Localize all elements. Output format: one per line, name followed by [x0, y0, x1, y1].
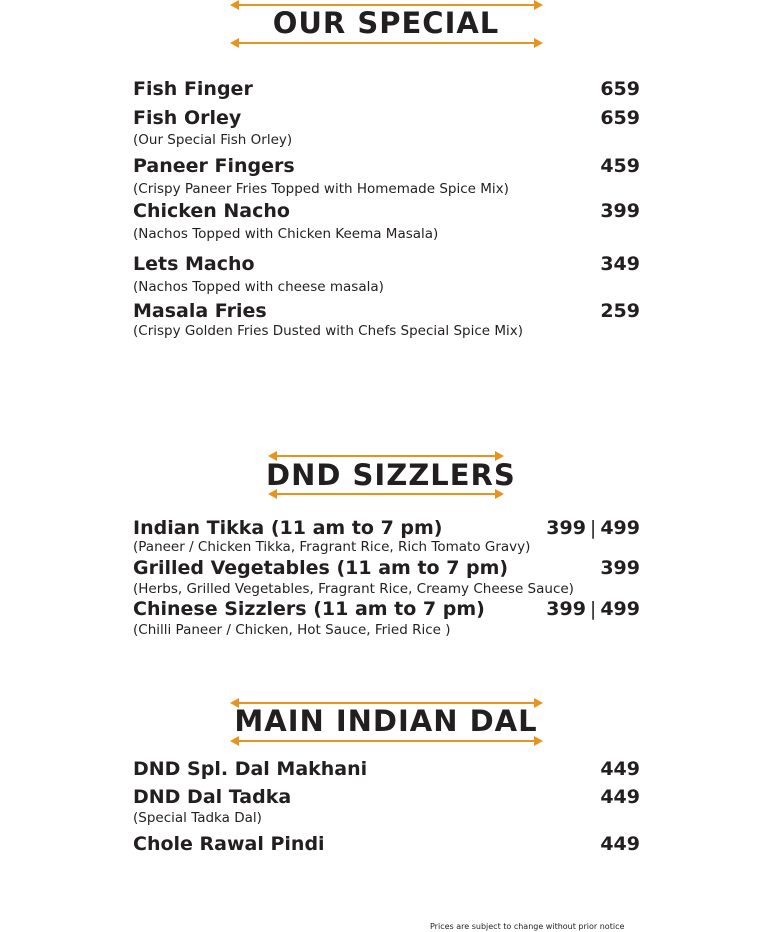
menu-item-price: 349 — [600, 253, 640, 275]
menu-item-price: 659 — [600, 107, 640, 129]
price-regular: 399 — [546, 598, 586, 620]
menu-item-description: (Our Special Fish Orley) — [133, 132, 293, 148]
menu-item-description: (Nachos Topped with cheese masala) — [133, 279, 384, 295]
arrow-divider-bottom — [237, 42, 536, 44]
menu-item-name: DND Spl. Dal Makhani — [133, 758, 368, 780]
menu-item-price: 449 — [600, 758, 640, 780]
section-title: DND SIZZLERS — [266, 458, 516, 492]
menu-item-description: (Chilli Paneer / Chicken, Hot Sauce, Fried Rice ) — [133, 622, 451, 638]
menu-item-price — [546, 598, 640, 620]
price-separator: | — [589, 598, 597, 620]
menu-item-price: 399 — [600, 557, 640, 579]
menu-item-name: Fish Finger — [133, 78, 253, 100]
menu-item-description: (Nachos Topped with Chicken Keema Masala) — [133, 226, 439, 242]
price-large: 499 — [600, 598, 640, 620]
menu-item-description: (Special Tadka Dal) — [133, 810, 262, 826]
price-disclaimer: Prices are subject to change without prior notice — [430, 922, 625, 931]
menu-item-description: (Herbs, Grilled Vegetables, Fragrant Rice, Creamy Cheese Sauce) — [133, 581, 574, 597]
menu-item-name: DND Dal Tadka — [133, 786, 292, 808]
menu-item-name: Grilled Vegetables (11 am to 7 pm) — [133, 557, 509, 579]
menu-item-name: Chole Rawal Pindi — [133, 833, 325, 855]
menu-item-price: 399 — [600, 200, 640, 222]
menu-item-price: 459 — [600, 155, 640, 177]
menu-item-price: 449 — [600, 833, 640, 855]
price-large: 499 — [600, 517, 640, 539]
menu-item-name: Chicken Nacho — [133, 200, 290, 222]
price-regular: 399 — [546, 517, 586, 539]
menu-item-description: (Paneer / Chicken Tikka, Fragrant Rice, Rich Tomato Gravy) — [133, 539, 531, 555]
menu-item-name: Indian Tikka (11 am to 7 pm) — [133, 517, 443, 539]
menu-item-name: Chinese Sizzlers (11 am to 7 pm) — [133, 598, 485, 620]
section-title: MAIN INDIAN DAL — [234, 704, 538, 738]
menu-item-price: 659 — [600, 78, 640, 100]
menu-item-name: Fish Orley — [133, 107, 242, 129]
price-separator: | — [589, 517, 597, 539]
menu-item-name: Lets Macho — [133, 253, 255, 275]
arrow-divider-top — [275, 455, 497, 457]
menu-item-description: (Crispy Golden Fries Dusted with Chefs Special Spice Mix) — [133, 323, 524, 339]
menu-item-price: 449 — [600, 786, 640, 808]
arrow-divider-bottom — [275, 493, 497, 495]
arrow-divider-bottom — [237, 740, 536, 742]
menu-item-description: (Crispy Paneer Fries Topped with Homemade Spice Mix) — [133, 181, 509, 197]
section-title: OUR SPECIAL — [272, 6, 500, 40]
menu-item-name: Paneer Fingers — [133, 155, 295, 177]
menu-item-price — [546, 517, 640, 539]
menu-item-price: 259 — [600, 300, 640, 322]
menu-item-name: Masala Fries — [133, 300, 267, 322]
